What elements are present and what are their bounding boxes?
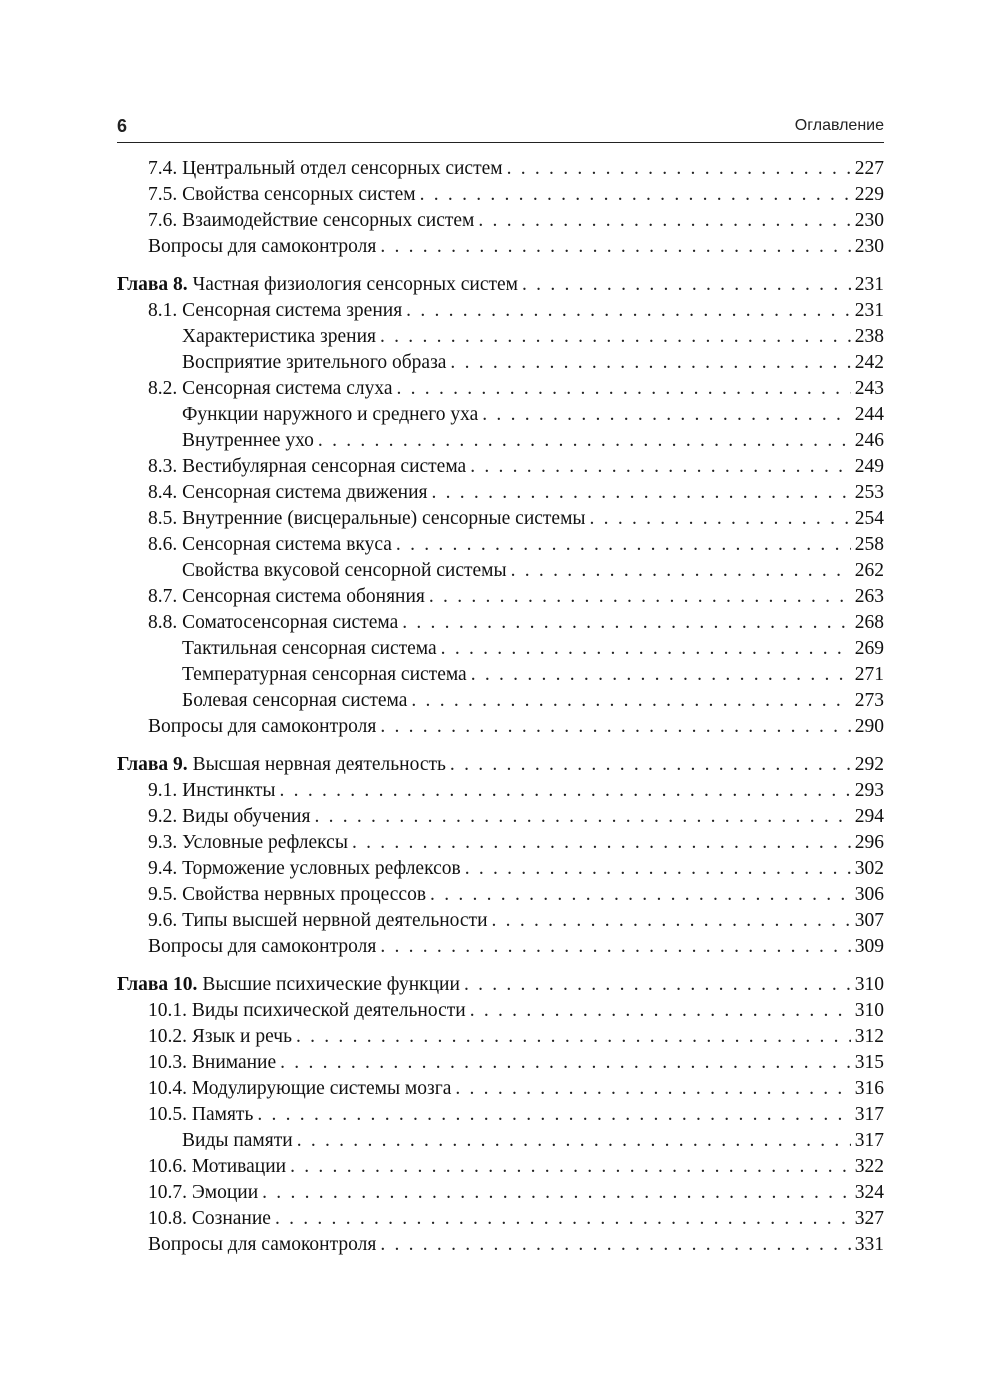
- toc-page-number: 254: [854, 508, 884, 529]
- toc-entry-label: Свойства вкусовой сенсорной системы: [182, 560, 507, 581]
- leader-dots: [275, 1206, 851, 1232]
- leader-dots: [511, 558, 851, 584]
- toc-entry-row[interactable]: [117, 428, 884, 454]
- toc-entry-label: Вопросы для самоконтроля: [148, 936, 377, 957]
- toc-page-number: 230: [854, 210, 884, 231]
- toc-entry-label: Функции наружного и среднего уха: [182, 404, 479, 425]
- toc-entry-row[interactable]: [117, 1154, 884, 1180]
- toc-page-number: 243: [854, 378, 884, 399]
- leader-dots: [492, 908, 851, 934]
- toc-entry-label: 10.7. Эмоции: [148, 1182, 259, 1203]
- toc-entry-label: 8.5. Внутренние (висцеральные) сенсорные системы: [148, 508, 586, 529]
- toc-entry-row[interactable]: [117, 234, 884, 260]
- toc-entry-row[interactable]: [117, 350, 884, 376]
- toc-entry-label: 7.4. Центральный отдел сенсорных систем: [148, 158, 503, 179]
- running-header: [117, 116, 884, 143]
- toc-entry-row[interactable]: [117, 454, 884, 480]
- leader-dots: [470, 454, 851, 480]
- leader-dots: [280, 778, 851, 804]
- toc-entry-label: 9.6. Типы высшей нервной деятельности: [148, 910, 488, 931]
- toc-page-number: 327: [854, 1208, 884, 1229]
- toc-entry-label: Вопросы для самоконтроля: [148, 716, 377, 737]
- toc-page-number: 312: [854, 1026, 884, 1047]
- leader-dots: [420, 182, 851, 208]
- toc-page-number: 229: [854, 184, 884, 205]
- leader-dots: [430, 882, 851, 908]
- chapter-prefix: Глава 8.: [117, 274, 188, 295]
- toc-entry-label: 10.5. Память: [148, 1104, 254, 1125]
- toc-page-number: 309: [854, 936, 884, 957]
- toc-page-number: 244: [854, 404, 884, 425]
- chapter-title: Высшая нервная деятельность: [187, 754, 446, 775]
- toc-block: [117, 972, 884, 1258]
- toc-entry-row[interactable]: [117, 856, 884, 882]
- page-number: 6: [117, 116, 128, 136]
- leader-dots: [590, 506, 851, 532]
- toc-entry-row[interactable]: [117, 298, 884, 324]
- leader-dots: [478, 208, 850, 234]
- toc-entry-row[interactable]: [117, 506, 884, 532]
- toc-entry-label: 9.2. Виды обучения: [148, 806, 311, 827]
- toc-page-number: 269: [854, 638, 884, 659]
- toc-entry-label: Тактильная сенсорная система: [182, 638, 437, 659]
- leader-dots: [522, 272, 851, 298]
- toc-page-number: 231: [854, 300, 884, 321]
- leader-dots: [380, 1232, 850, 1258]
- toc-entry-row[interactable]: [117, 804, 884, 830]
- toc-entry-row[interactable]: [117, 636, 884, 662]
- toc-block: [117, 272, 884, 740]
- toc-chapter-label: [117, 272, 518, 298]
- leader-dots: [465, 856, 851, 882]
- toc-entry-row[interactable]: [117, 882, 884, 908]
- toc-entry-row[interactable]: [117, 688, 884, 714]
- toc-entry-label: 9.3. Условные рефлексы: [148, 832, 348, 853]
- leader-dots: [411, 688, 850, 714]
- toc-entry-label: 10.2. Язык и речь: [148, 1026, 292, 1047]
- toc-entry-label: 7.5. Свойства сенсорных систем: [148, 184, 416, 205]
- toc-page-number: 331: [854, 1234, 884, 1255]
- toc-page-number: 263: [854, 586, 884, 607]
- toc-entry-label: Болевая сенсорная система: [182, 690, 408, 711]
- toc-chapter-row[interactable]: [117, 752, 884, 778]
- toc-entry-label: 8.3. Вестибулярная сенсорная система: [148, 456, 467, 477]
- toc-page-number: 273: [854, 690, 884, 711]
- leader-dots: [380, 234, 850, 260]
- chapter-title: Высшие психические функции: [197, 974, 460, 995]
- table-of-contents: [117, 156, 884, 1270]
- toc-page-number: 258: [854, 534, 884, 555]
- leader-dots: [471, 662, 851, 688]
- toc-entry-label: 9.1. Инстинкты: [148, 780, 276, 801]
- leader-dots: [402, 610, 851, 636]
- toc-entry-row[interactable]: [117, 1232, 884, 1258]
- toc-entry-row[interactable]: [117, 998, 884, 1024]
- toc-entry-row[interactable]: [117, 480, 884, 506]
- leader-dots: [450, 350, 850, 376]
- toc-page-number: 317: [854, 1130, 884, 1151]
- toc-page-number: 227: [854, 158, 884, 179]
- toc-page-number: 322: [854, 1156, 884, 1177]
- toc-entry-row[interactable]: [117, 934, 884, 960]
- toc-page-number: 231: [854, 274, 884, 295]
- toc-entry-row[interactable]: [117, 610, 884, 636]
- toc-entry-label: 9.4. Торможение условных рефлексов: [148, 858, 461, 879]
- toc-page-number: 316: [854, 1078, 884, 1099]
- toc-entry-row[interactable]: [117, 1076, 884, 1102]
- toc-entry-label: Виды памяти: [182, 1130, 293, 1151]
- toc-entry-label: Восприятие зрительного образа: [182, 352, 447, 373]
- toc-page-number: 293: [854, 780, 884, 801]
- toc-entry-row[interactable]: [117, 714, 884, 740]
- leader-dots: [397, 376, 851, 402]
- leader-dots: [482, 402, 850, 428]
- toc-entry-label: Вопросы для самоконтроля: [148, 236, 377, 257]
- toc-page-number: 296: [854, 832, 884, 853]
- toc-page-number: 317: [854, 1104, 884, 1125]
- toc-entry-row[interactable]: [117, 1206, 884, 1232]
- toc-entry-label: 8.4. Сенсорная система движения: [148, 482, 428, 503]
- toc-entry-label: 10.8. Сознание: [148, 1208, 271, 1229]
- leader-dots: [257, 1102, 850, 1128]
- toc-entry-row[interactable]: [117, 778, 884, 804]
- toc-page-number: 310: [854, 974, 884, 995]
- toc-entry-label: Характеристика зрения: [182, 326, 376, 347]
- leader-dots: [464, 972, 851, 998]
- toc-page-number: 249: [854, 456, 884, 477]
- leader-dots: [280, 1050, 851, 1076]
- toc-block: [117, 156, 884, 260]
- toc-entry-row[interactable]: [117, 830, 884, 856]
- toc-page-number: 242: [854, 352, 884, 373]
- chapter-title: Частная физиология сенсорных систем: [187, 274, 519, 295]
- toc-entry-label: Вопросы для самоконтроля: [148, 1234, 377, 1255]
- toc-page-number: 290: [854, 716, 884, 737]
- leader-dots: [380, 324, 851, 350]
- toc-entry-label: 8.8. Соматосенсорная система: [148, 612, 399, 633]
- leader-dots: [429, 584, 851, 610]
- toc-entry-row[interactable]: [117, 1180, 884, 1206]
- toc-entry-row[interactable]: [117, 908, 884, 934]
- toc-entry-row[interactable]: [117, 376, 884, 402]
- toc-page-number: 268: [854, 612, 884, 633]
- leader-dots: [470, 998, 851, 1024]
- toc-entry-label: 10.1. Виды психической деятельности: [148, 1000, 466, 1021]
- leader-dots: [507, 156, 851, 182]
- toc-page-number: 307: [854, 910, 884, 931]
- toc-entry-row[interactable]: [117, 1128, 884, 1154]
- leader-dots: [406, 298, 851, 324]
- toc-entry-label: 8.2. Сенсорная система слуха: [148, 378, 393, 399]
- toc-block: [117, 752, 884, 960]
- toc-entry-row[interactable]: [117, 1024, 884, 1050]
- toc-entry-row[interactable]: [117, 156, 884, 182]
- toc-entry-row[interactable]: [117, 208, 884, 234]
- leader-dots: [290, 1154, 851, 1180]
- toc-page-number: 246: [854, 430, 884, 451]
- toc-page-number: 292: [854, 754, 884, 775]
- toc-page-number: 230: [854, 236, 884, 257]
- toc-entry-label: 9.5. Свойства нервных процессов: [148, 884, 427, 905]
- leader-dots: [352, 830, 851, 856]
- toc-page-number: 262: [854, 560, 884, 581]
- leader-dots: [314, 804, 850, 830]
- toc-entry-label: 8.7. Сенсорная система обоняния: [148, 586, 425, 607]
- toc-entry-row[interactable]: [117, 1102, 884, 1128]
- toc-page-number: 324: [854, 1182, 884, 1203]
- toc-page-number: 238: [854, 326, 884, 347]
- leader-dots: [380, 934, 850, 960]
- leader-dots: [380, 714, 850, 740]
- toc-chapter-label: [117, 752, 446, 778]
- chapter-prefix: Глава 9.: [117, 754, 188, 775]
- toc-entry-label: 7.6. Взаимодействие сенсорных систем: [148, 210, 475, 231]
- leader-dots: [396, 532, 851, 558]
- toc-entry-label: 10.4. Модулирующие системы мозга: [148, 1078, 452, 1099]
- toc-entry-row[interactable]: [117, 662, 884, 688]
- toc-page-number: 294: [854, 806, 884, 827]
- leader-dots: [450, 752, 851, 778]
- toc-entry-label: Внутреннее ухо: [182, 430, 314, 451]
- toc-chapter-row[interactable]: [117, 972, 884, 998]
- leader-dots: [441, 636, 851, 662]
- leader-dots: [318, 428, 851, 454]
- toc-entry-label: 10.6. Мотивации: [148, 1156, 287, 1177]
- toc-page-number: 253: [854, 482, 884, 503]
- leader-dots: [297, 1128, 851, 1154]
- toc-entry-row[interactable]: [117, 182, 884, 208]
- toc-page-number: 271: [854, 664, 884, 685]
- toc-chapter-label: [117, 972, 460, 998]
- toc-page-number: 315: [854, 1052, 884, 1073]
- leader-dots: [431, 480, 850, 506]
- toc-entry-label: 8.1. Сенсорная система зрения: [148, 300, 403, 321]
- leader-dots: [296, 1024, 851, 1050]
- toc-entry-row[interactable]: [117, 584, 884, 610]
- toc-entry-row[interactable]: [117, 558, 884, 584]
- toc-entry-label: 8.6. Сенсорная система вкуса: [148, 534, 392, 555]
- toc-entry-row[interactable]: [117, 402, 884, 428]
- toc-entry-label: Температурная сенсорная система: [182, 664, 467, 685]
- leader-dots: [262, 1180, 851, 1206]
- toc-page-number: 306: [854, 884, 884, 905]
- toc-entry-label: 10.3. Внимание: [148, 1052, 277, 1073]
- leader-dots: [455, 1076, 850, 1102]
- toc-entry-row[interactable]: [117, 532, 884, 558]
- toc-page-number: 302: [854, 858, 884, 879]
- toc-page-number: 310: [854, 1000, 884, 1021]
- toc-entry-row[interactable]: [117, 324, 884, 350]
- chapter-prefix: Глава 10.: [117, 974, 198, 995]
- toc-chapter-row[interactable]: [117, 272, 884, 298]
- toc-entry-row[interactable]: [117, 1050, 884, 1076]
- running-title: Оглавление: [794, 117, 884, 134]
